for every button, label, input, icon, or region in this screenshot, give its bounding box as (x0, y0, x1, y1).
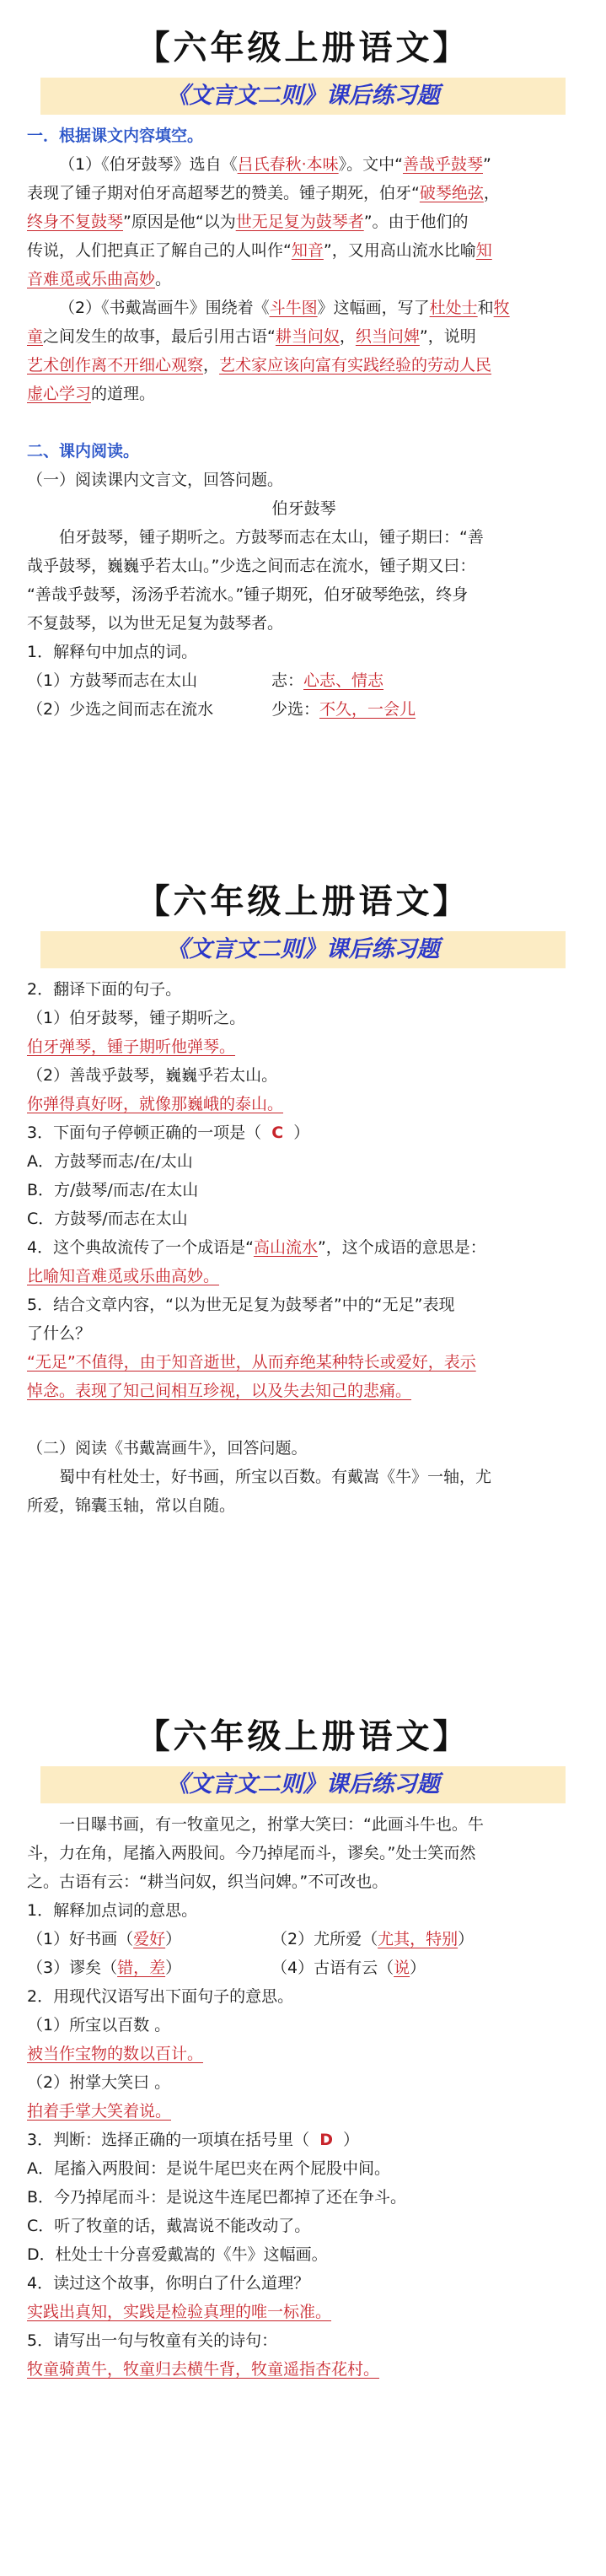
answer: 比喻知音难觅或乐曲高妙。 (27, 1267, 220, 1285)
word-item: （3）谬矣（错，差） （4）古语有云（说） (27, 1959, 426, 1977)
answer: 爱好 (133, 1930, 166, 1948)
passage-line: “善哉乎鼓琴，汤汤乎若流水。”锺子期死，伯牙破琴绝弦，终身 (27, 585, 469, 604)
question: 4．这个典故流传了一个成语是“高山流水”，这个成语的意思是： (27, 1238, 486, 1257)
fill-item: 童之间发生的故事，最后引用古语“耕当问奴，织当问婢”，说明 (27, 327, 476, 346)
answer: 说 (394, 1959, 410, 1977)
answer: 艺术家应该向富有实践经验的劳动人民 (219, 356, 492, 375)
fill-item: 虚心学习的道理。 (27, 385, 156, 403)
answer: C (271, 1124, 284, 1142)
section-heading: 二、课内阅读。 (27, 442, 140, 461)
answer: 伯牙弹琴，锺子期听他弹琴。 (27, 1037, 236, 1056)
question: 了什么？ (27, 1324, 92, 1343)
answer: 牧 (493, 299, 510, 317)
answer: 吕氏春秋·本味 (237, 155, 339, 174)
passage-line: 一日曝书画，有一牧童见之，拊掌大笑曰：“此画斗牛也。牛 (59, 1815, 484, 1834)
answer: 被当作宝物的数以百计。 (27, 2045, 204, 2063)
page-subtitle: 《文言文二则》课后练习题 (40, 78, 566, 115)
answer: 错，差 (117, 1959, 166, 1977)
question: （一）阅读课内文言文，回答问题。 (27, 471, 284, 489)
answer: 善哉乎鼓琴 (402, 155, 483, 174)
option-b: B．方/鼓琴/而志/在太山 (27, 1181, 199, 1199)
passage-title: 伯牙鼓琴 (271, 499, 336, 518)
fill-item: 音难觅或乐曲高妙。 (27, 270, 172, 288)
answer: 高山流水 (253, 1238, 318, 1257)
sentence: （2）拊掌大笑曰 。 (27, 2073, 171, 2092)
page-subtitle: 《文言文二则》课后练习题 (40, 931, 566, 968)
passage-line: 斗，力在角，尾搐入两股间。今乃掉尾而斗，谬矣。”处士笑而然 (27, 1844, 476, 1862)
answer: “无足”不值得，由于知音逝世，从而弃绝某种特长或爱好，表示 (27, 1353, 476, 1372)
worksheet-page-3 (0, 1712, 606, 2384)
option-a: A．尾搐入两股间：是说牛尾巴夹在两个屁股中间。 (27, 2159, 390, 2178)
page-subtitle: 《文言文二则》课后练习题 (40, 1766, 566, 1803)
sentence: （1）所宝以百数 。 (27, 2016, 171, 2034)
question: 3．下面句子停顿正确的一项是（ C ） (27, 1124, 310, 1142)
answer: 悼念。表现了知己间相互珍视，以及失去知己的悲痛。 (27, 1382, 412, 1400)
option-c: C．听了牧童的话，戴嵩说不能改动了。 (27, 2217, 311, 2235)
answer: 破琴绝弦 (419, 184, 484, 202)
fill-item: 艺术创作离不开细心观察，艺术家应该向富有实践经验的劳动人民 (27, 356, 492, 375)
passage-line: 所爱，锦囊玉轴，常以自随。 (27, 1496, 236, 1515)
option-c: C．方鼓琴/而志在太山 (27, 1210, 188, 1228)
passage-line: 哉乎鼓琴，巍巍乎若太山。”少选之间而志在流水，锺子期又曰： (27, 557, 476, 575)
answer: 童 (27, 327, 44, 346)
fill-item: 终身不复鼓琴”原因是他“以为世无足复为鼓琴者”。由于他们的 (27, 213, 469, 231)
answer: 心志、情志 (303, 671, 384, 690)
answer: 拍着手掌大笑着说。 (27, 2102, 172, 2121)
fill-item: 传说，人们把真正了解自己的人叫作“知音”，又用高山流水比喻知 (27, 241, 492, 260)
answer: 牧童骑黄牛，牧童归去横牛背，牧童遥指杏花村。 (27, 2360, 380, 2379)
word-item: （1）好书画（爱好） （2）尤所爱（尤其，特别） (27, 1930, 475, 1948)
page-title: 【六年级上册语文】 (136, 881, 470, 921)
worksheet-page-1 (0, 24, 606, 724)
answer: 实践出真知，实践是检验真理的唯一标准。 (27, 2303, 332, 2321)
passage-line: 伯牙鼓琴，锺子期听之。方鼓琴而志在太山，锺子期曰：“善 (59, 528, 484, 547)
fill-item: 表现了锺子期对伯牙高超琴艺的赞美。锺子期死，伯牙“破琴绝弦， (27, 184, 500, 202)
answer: 音难觅或乐曲高妙 (27, 270, 156, 288)
answer: 尤其，特别 (378, 1930, 459, 1948)
answer: 知 (475, 241, 492, 260)
word-item: （2）少选之间而志在流水 少选：不久，一会儿 (27, 700, 416, 719)
question: 1．解释句中加点的词。 (27, 643, 198, 661)
answer: 斗牛图 (269, 299, 318, 317)
passage-line: 蜀中有杜处士，好书画，所宝以百数。有戴嵩《牛》一轴，尤 (59, 1468, 492, 1486)
question: 2．翻译下面的句子。 (27, 980, 182, 999)
question: 4．读过这个故事，你明白了什么道理？ (27, 2274, 310, 2293)
answer: D (319, 2131, 333, 2149)
answer: 艺术创作离不开细心观察 (27, 356, 204, 375)
sentence: （1）伯牙鼓琴，锺子期听之。 (27, 1009, 246, 1027)
question: 5．请写出一句与牧童有关的诗句： (27, 2331, 278, 2350)
option-a: A．方鼓琴而志/在/太山 (27, 1152, 193, 1171)
word-item: （1）方鼓琴而志在太山 志：心志、情志 (27, 671, 384, 690)
page-title: 【六年级上册语文】 (136, 28, 470, 67)
answer: 不久，一会儿 (319, 700, 416, 719)
fill-item: （1）《伯牙鼓琴》选自《吕氏春秋·本味》。文中“善哉乎鼓琴” (59, 155, 491, 174)
passage-line: 之。古语有云：“耕当问奴，织当问婢。”不可改也。 (27, 1873, 389, 1891)
answer: 杜处士 (429, 299, 478, 317)
question: 2．用现代汉语写出下面句子的意思。 (27, 1987, 294, 2006)
page-title: 【六年级上册语文】 (136, 1716, 470, 1756)
answer: 终身不复鼓琴 (27, 213, 124, 231)
option-d: D．杜处士十分喜爱戴嵩的《牛》这幅画。 (27, 2245, 328, 2264)
question: 1．解释加点词的意思。 (27, 1901, 198, 1920)
question: 3．判断：选择正确的一项填在括号里（ D ） (27, 2131, 360, 2149)
answer: 世无足复为鼓琴者 (235, 213, 364, 231)
answer: 你弹得真好呀，就像那巍峨的泰山。 (27, 1095, 284, 1113)
worksheet-page-2 (0, 877, 606, 1520)
answer: 知音 (291, 241, 324, 260)
section-heading: 一．根据课文内容填空。 (27, 127, 204, 145)
answer: 织当问婢 (355, 327, 420, 346)
option-b: B．今乃掉尾而斗：是说这牛连尾巴都掉了还在争斗。 (27, 2188, 407, 2207)
answer: 耕当问奴 (275, 327, 340, 346)
passage-line: 不复鼓琴，以为世无足复为鼓琴者。 (27, 614, 284, 633)
sentence: （2）善哉乎鼓琴，巍巍乎若太山。 (27, 1066, 278, 1085)
question: 5．结合文章内容，“以为世无足复为鼓琴者”中的“无足”表现 (27, 1296, 455, 1314)
fill-item: （2）《书戴嵩画牛》围绕着《斗牛图》这幅画，写了杜处士和牧 (59, 299, 510, 317)
answer: 虚心学习 (27, 385, 92, 403)
question: （二）阅读《书戴嵩画牛》，回答问题。 (27, 1439, 308, 1458)
